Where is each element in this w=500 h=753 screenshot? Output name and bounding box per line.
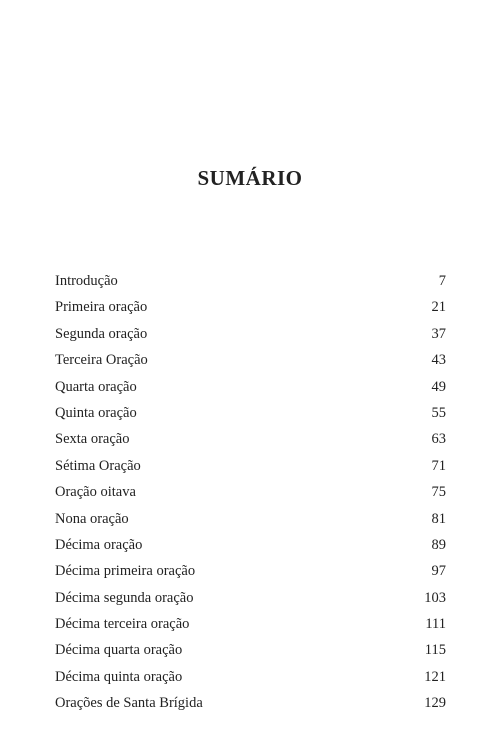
toc-entry-page: 89	[431, 536, 446, 553]
toc-entry-page: 7	[438, 273, 446, 289]
toc-entry-label: Segunda oração	[55, 325, 148, 342]
toc-entry-label: Décima segunda oração	[55, 589, 194, 606]
toc-entry[interactable]	[55, 585, 446, 611]
toc-entry[interactable]	[55, 374, 446, 400]
toc-entry[interactable]	[55, 558, 446, 584]
toc-entry-label: Oração oitava	[55, 484, 136, 501]
toc-entry[interactable]	[55, 611, 446, 637]
toc-entry-page: 43	[431, 352, 446, 369]
toc-entry-page: 81	[431, 510, 446, 527]
toc-entry-label: Décima quarta oração	[55, 642, 183, 659]
toc-entry-label: Décima terceira oração	[55, 616, 190, 633]
toc-entry-label: Décima oração	[55, 536, 143, 553]
toc-entry-label: Sexta oração	[55, 431, 130, 448]
toc-entry[interactable]	[55, 400, 446, 426]
toc-entry-page: 21	[431, 299, 446, 316]
toc-entry[interactable]	[55, 690, 446, 716]
toc-entry[interactable]	[55, 506, 446, 532]
toc-entry-page: 111	[425, 616, 446, 633]
toc-entry-page: 55	[431, 404, 446, 421]
toc-entry-page: 71	[431, 457, 446, 474]
toc-entry[interactable]	[55, 664, 446, 690]
toc-entry-page: 97	[431, 563, 446, 580]
toc-entry-page: 49	[431, 378, 446, 395]
table-of-contents	[55, 268, 446, 717]
toc-entry[interactable]	[55, 426, 446, 452]
toc-entry-page: 37	[431, 325, 446, 342]
toc-entry[interactable]	[55, 321, 446, 347]
toc-entry-label: Sétima Oração	[55, 457, 141, 474]
toc-entry[interactable]	[55, 294, 446, 320]
toc-entry[interactable]	[55, 347, 446, 373]
toc-entry-page: 121	[424, 668, 446, 685]
toc-entry-label: Quinta oração	[55, 404, 137, 421]
toc-entry-label: Nona oração	[55, 510, 129, 527]
toc-entry-label: Introdução	[55, 273, 118, 289]
toc-entry-page: 63	[431, 431, 446, 448]
toc-entry-label: Primeira oração	[55, 299, 148, 316]
toc-entry-page: 129	[424, 695, 446, 712]
toc-entry[interactable]	[55, 268, 446, 294]
toc-entry-page: 103	[424, 589, 446, 606]
toc-entry-label: Décima quinta oração	[55, 668, 183, 685]
toc-entry-page: 115	[424, 642, 446, 659]
toc-entry[interactable]	[55, 479, 446, 505]
toc-entry[interactable]	[55, 532, 446, 558]
toc-entry-label: Terceira Oração	[55, 352, 148, 369]
toc-entry[interactable]	[55, 637, 446, 663]
toc-entry-page: 75	[431, 484, 446, 501]
toc-entry[interactable]	[55, 453, 446, 479]
page-title: SUMÁRIO	[197, 166, 303, 190]
toc-entry-label: Décima primeira oração	[55, 563, 196, 580]
toc-entry-label: Orações de Santa Brígida	[55, 695, 203, 712]
toc-entry-label: Quarta oração	[55, 378, 137, 395]
